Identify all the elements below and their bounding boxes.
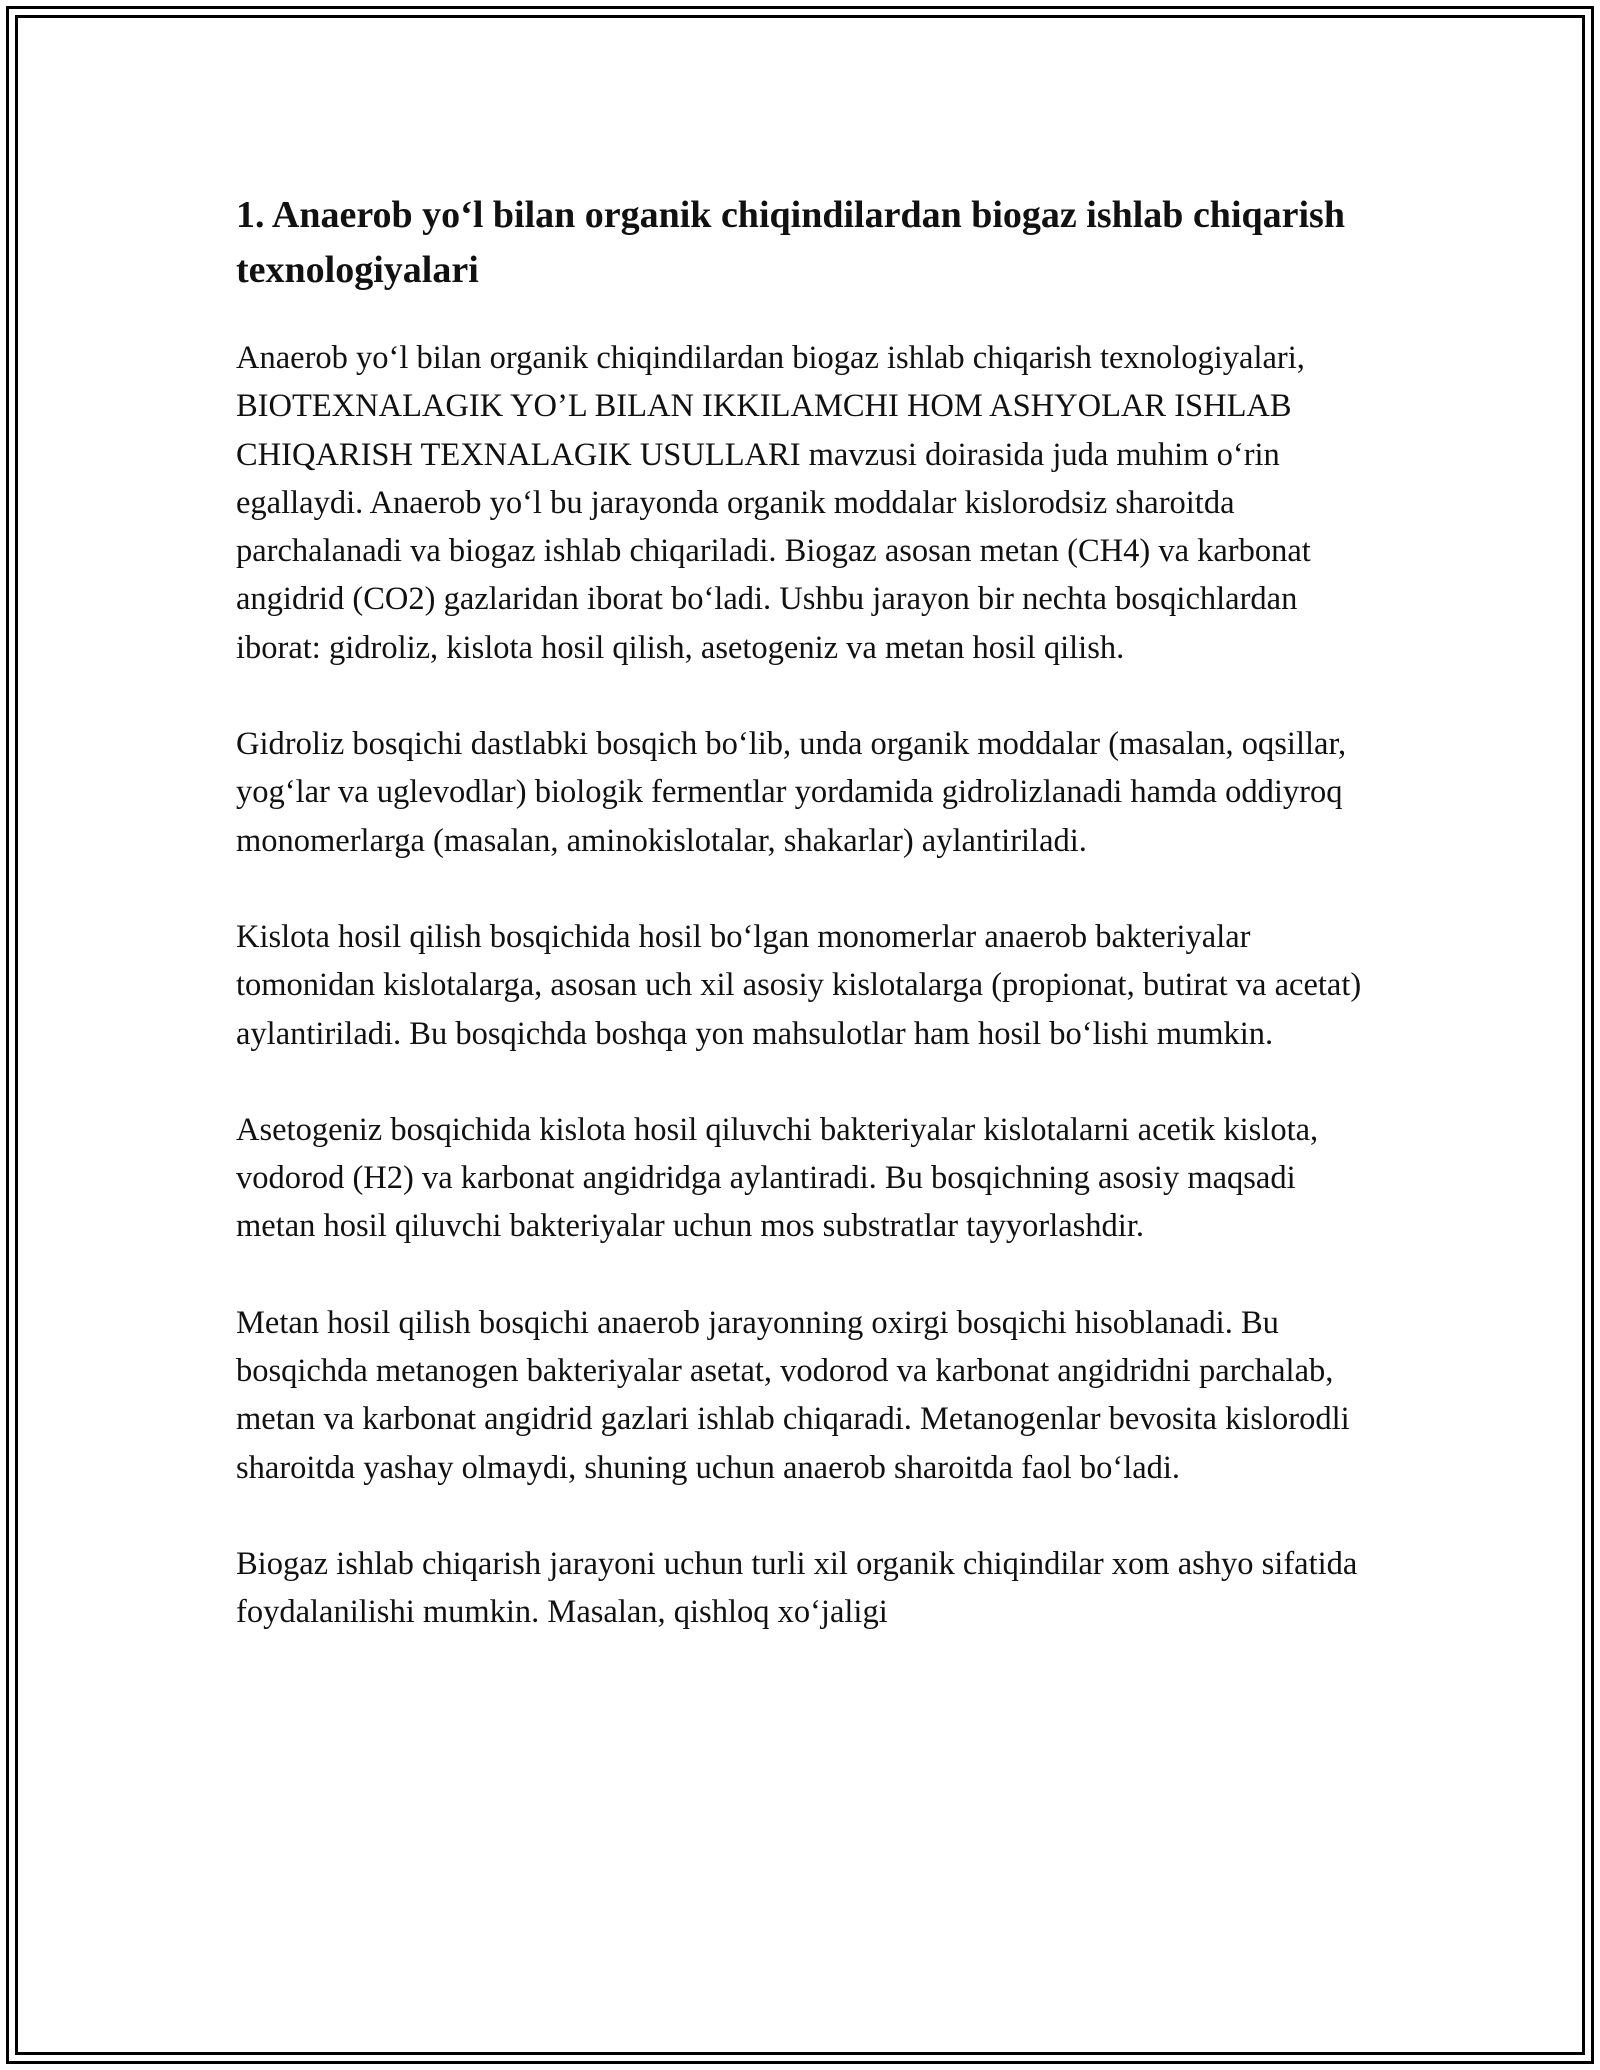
document-title: 1. Anaerob yo‘l bilan organik chiqindilardan biogaz ishlab chiqarish texnologiyalari [236, 194, 1345, 291]
paragraph-methanogenesis: Metan hosil qilish bosqichi anaerob jarayonning oxirgi bosqichi hisoblanadi. Bu bosqichda metanogen bakteriyalar asetat, vodorod va karbonat angidridni parchalab, metan va karbonat angidrid gazlari ishlab chiqaradi. Metanogenlar bevosita kislorodli sharoitda yashay olmaydi, shuning uchun anaerob sharoitda faol bo‘ladi. [236, 1304, 1350, 1486]
paragraph-acidogenesis: Kislota hosil qilish bosqichida hosil bo‘lgan monomerlar anaerob bakteriyalar tomonidan kislotalarga, asosan uch xil asosiy kislotalarga (propionat, butirat va acetat) aylantiriladi. Bu bosqichda boshqa yon mahsulotlar ham hosil bo‘lishi mumkin. [236, 918, 1362, 1052]
paragraph-feedstock: Biogaz ishlab chiqarish jarayoni uchun turli xil organik chiqindilar xom ashyo sifatida foydalanilishi mumkin. Masalan, qishloq xo‘jaligi [236, 1545, 1358, 1631]
paragraph-intro: Anaerob yo‘l bilan organik chiqindilardan biogaz ishlab chiqarish texnologiyalari, BIOTEXNALAGIK YO’L BILAN IKKILAMCHI HOM ASHYOLAR ISHLAB CHIQARISH TEXNALAGIK USULLARI mavzusi doirasida juda muhim o‘rin egallaydi. Anaerob yo‘l bu jarayonda organik moddalar kislorodsiz sharoitda parchalanadi va biogaz ishlab chiqariladi. Biogaz asosan metan (CH4) va karbonat angidrid (CO2) gazlaridan iborat bo‘ladi. Ushbu jarayon bir nechta bosqichlardan iborat: gidroliz, kislota hosil qilish, asetogeniz va metan hosil qilish. [236, 340, 1311, 666]
document-body [236, 188, 1376, 1685]
paragraph-acetogenesis: Asetogeniz bosqichida kislota hosil qiluvchi bakteriyalar kislotalarni acetik kislota, vodorod (H2) va karbonat angidridga aylantiradi. Bu bosqichning asosiy maqsadi metan hosil qiluvchi bakteriyalar uchun mos substratlar tayyorlashdir. [236, 1111, 1319, 1245]
paragraph-hydrolysis: Gidroliz bosqichi dastlabki bosqich bo‘lib, unda organik moddalar (masalan, oqsillar, yog‘lar va uglevodlar) biologik fermentlar yordamida gidrolizlanadi hamda oddiyroq monomerlarga (masalan, aminokislotalar, shakarlar) aylantiriladi. [236, 726, 1347, 859]
